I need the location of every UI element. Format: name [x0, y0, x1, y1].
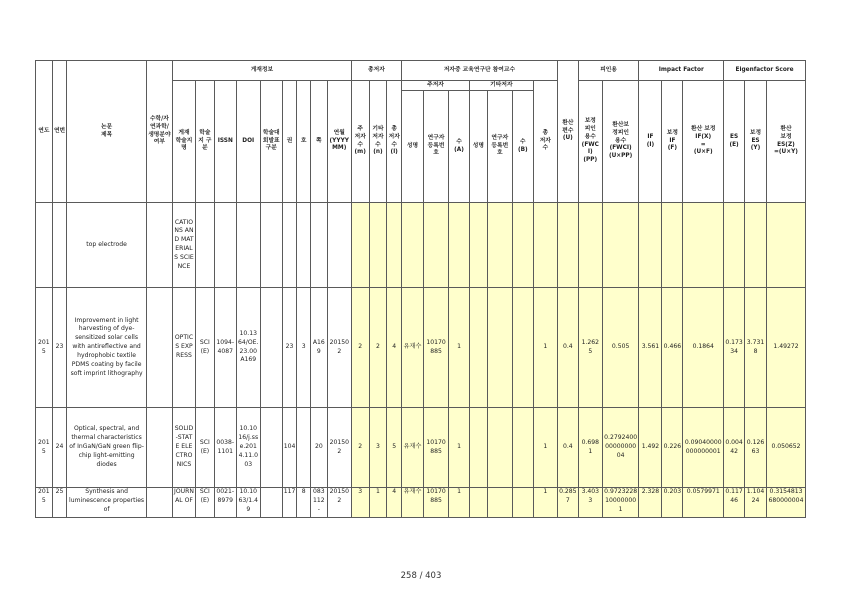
cell-name1 [402, 203, 424, 288]
cell-es: 0.17334 [724, 288, 745, 408]
cell-fwci [578, 203, 602, 288]
col-adj-es: 보정 ES (Y) [745, 81, 767, 203]
cell-fwci: 1.2625 [578, 288, 602, 408]
col-name1: 성명 [402, 91, 424, 203]
cell-u: 0.2857 [557, 488, 578, 518]
cell-page [310, 203, 327, 288]
cell-adj_es: 1.10424 [745, 488, 767, 518]
col-converted: 환산 편수 (U) [557, 61, 578, 203]
cell-issn: 0038-1101 [214, 408, 236, 488]
cell-m: 3 [351, 488, 369, 518]
cell-issue [297, 203, 311, 288]
cell-name1: 유재수 [402, 288, 424, 408]
cell-b [512, 203, 533, 288]
cell-issue: 8 [297, 488, 311, 518]
group-other-author: 기타저자 [469, 81, 533, 91]
cell-conv_if: 0.0579971 [683, 488, 724, 518]
cell-es [724, 203, 745, 288]
cell-no: 25 [52, 488, 67, 518]
cell-journal: OPTICS EXPRESS [172, 288, 195, 408]
cell-a: 1 [449, 488, 470, 518]
cell-if: 2.328 [639, 488, 662, 518]
cell-u: 0.4 [557, 408, 578, 488]
cell-category [195, 203, 214, 288]
cell-b [512, 488, 533, 518]
cell-year: 2015 [36, 488, 53, 518]
cell-conv_if: 0.09040000000000001 [683, 408, 724, 488]
cell-date [327, 203, 351, 288]
cell-tot: 1 [533, 288, 557, 408]
col-vol: 권 [282, 81, 297, 203]
cell-adj_es: 0.12663 [745, 408, 767, 488]
cell-date: 201502 [327, 408, 351, 488]
cell-db [260, 488, 282, 518]
col-es: ES (E) [724, 81, 745, 203]
cell-fwci: 0.6981 [578, 408, 602, 488]
col-issue: 호 [297, 81, 311, 203]
cell-title: Improvement in light harvesting of dye-sensitized solar cells with antireflective and hydrophobic textile PDMS coating by facile soft imprint lithography [67, 288, 146, 408]
cell-conv_es: 0.050652 [767, 408, 806, 488]
cell-conv_fwci: 0.505 [602, 288, 639, 408]
cell-conv_es: 0.3154813680000004 [767, 488, 806, 518]
cell-regno2 [487, 288, 512, 408]
cell-b [512, 408, 533, 488]
cell-issn: 0021-8979 [214, 488, 236, 518]
cell-journal: SOLID-STATE ELECTRONICS [172, 408, 195, 488]
cell-m: 2 [351, 408, 369, 488]
col-regno1: 연구자 등록번 호 [423, 91, 448, 203]
cell-es: 0.11746 [724, 488, 745, 518]
cell-conv_es: 1.49272 [767, 288, 806, 408]
col-name2: 성명 [469, 91, 487, 203]
col-math: 수학/자연과학/생명분야여부 [146, 61, 172, 203]
cell-tot: 1 [533, 408, 557, 488]
cell-page: A169 [310, 288, 327, 408]
cell-math [146, 408, 172, 488]
cell-title: Optical, spectral, and thermal characteristics of InGaN/GaN green flip-chip light-emitting diodes [67, 408, 146, 488]
cell-l: 4 [387, 288, 402, 408]
cell-name1: 유재수 [402, 488, 424, 518]
cell-regno2 [487, 203, 512, 288]
cell-math [146, 288, 172, 408]
cell-name1: 유재수 [402, 408, 424, 488]
cell-l [387, 203, 402, 288]
cell-doi: 10.1063/1.49 [236, 488, 260, 518]
cell-category: SCI(E) [195, 488, 214, 518]
table-row [36, 203, 806, 288]
col-fwci: 보정 피인 용수 (FWC I) (PP) [578, 81, 602, 203]
cell-regno1: 10170885 [423, 288, 448, 408]
cell-regno2 [487, 488, 512, 518]
cell-adj_if: 0.466 [662, 288, 683, 408]
cell-year [36, 203, 53, 288]
cell-a [449, 203, 470, 288]
cell-journal: JOURNAL OF [172, 488, 195, 518]
group-main-author: 주저자 [402, 81, 470, 91]
cell-conv_es [767, 203, 806, 288]
cell-vol: 23 [282, 288, 297, 408]
col-adj-if: 보정 IF (F) [662, 81, 683, 203]
col-count-a: 수 (A) [449, 91, 470, 203]
cell-page: 20 [310, 408, 327, 488]
cell-n: 3 [369, 408, 387, 488]
cell-a: 1 [449, 408, 470, 488]
cell-db [260, 203, 282, 288]
cell-db [260, 408, 282, 488]
col-year: 연도 [36, 61, 53, 203]
col-if: IF (I) [639, 81, 662, 203]
cell-adj_if [662, 203, 683, 288]
cell-regno1: 10170885 [423, 488, 448, 518]
group-pubinfo: 게재정보 [172, 61, 351, 81]
col-page: 쪽 [310, 81, 327, 203]
cell-year: 2015 [36, 288, 53, 408]
cell-title: Synthesis and luminescence properties of [67, 488, 146, 518]
col-issn: ISSN [214, 81, 236, 203]
cell-name2 [469, 408, 487, 488]
cell-l: 4 [387, 488, 402, 518]
col-doi: DOI [236, 81, 260, 203]
cell-u: 0.4 [557, 288, 578, 408]
col-db: 학술대 회발표 구분 [260, 81, 282, 203]
cell-issue: 3 [297, 288, 311, 408]
cell-if: 3.561 [639, 288, 662, 408]
table-row [36, 488, 806, 518]
col-date: 연월 (YYYY MM) [327, 81, 351, 203]
group-if: Impact Factor [639, 61, 724, 81]
cell-name2 [469, 488, 487, 518]
cell-math [146, 203, 172, 288]
col-count-b: 수 (B) [512, 91, 533, 203]
cell-page: 083112- [310, 488, 327, 518]
page-number: 258 / 403 [400, 571, 442, 581]
col-conv-es: 환산 보정 ES(Z) =(U×Y) [767, 81, 806, 203]
col-other-n: 기타 저자 수 (n) [369, 81, 387, 203]
col-total-n: 총 저자 수 (l) [387, 81, 402, 203]
group-authors: 총저자 [351, 61, 401, 81]
cell-l: 5 [387, 408, 402, 488]
cell-tot [533, 203, 557, 288]
cell-conv_if [683, 203, 724, 288]
cell-a: 1 [449, 288, 470, 408]
cell-if [639, 203, 662, 288]
col-category: 학술 지 구 분 [195, 81, 214, 203]
col-title: 논문 제목 [67, 61, 146, 203]
cell-adj_es: 3.7318 [745, 288, 767, 408]
cell-es: 0.00442 [724, 408, 745, 488]
table-row [36, 288, 806, 408]
cell-no: 23 [52, 288, 67, 408]
cell-vol: 117 [282, 488, 297, 518]
cell-adj_if: 0.203 [662, 488, 683, 518]
cell-category: SCI(E) [195, 408, 214, 488]
cell-fwci: 3.4033 [578, 488, 602, 518]
cell-math [146, 488, 172, 518]
cell-conv_if: 0.1864 [683, 288, 724, 408]
group-citation: 피인용 [578, 61, 639, 81]
cell-issue [297, 408, 311, 488]
col-main-n: 주 저자 수 (m) [351, 81, 369, 203]
cell-doi [236, 203, 260, 288]
cell-conv_fwci: 0.27924000000000004 [602, 408, 639, 488]
cell-year: 2015 [36, 408, 53, 488]
cell-if: 1.492 [639, 408, 662, 488]
cell-date: 201502 [327, 488, 351, 518]
cell-no [52, 203, 67, 288]
cell-category: SCI(E) [195, 288, 214, 408]
cell-conv_fwci [602, 203, 639, 288]
col-journal: 게재 학술지 명 [172, 81, 195, 203]
col-no: 연번 [52, 61, 67, 203]
col-conv-fwci: 환산보 정피인 용수 (FWCI) (U×PP) [602, 81, 639, 203]
cell-u [557, 203, 578, 288]
cell-n: 2 [369, 288, 387, 408]
cell-adj_if: 0.226 [662, 408, 683, 488]
cell-date: 201502 [327, 288, 351, 408]
cell-regno1 [423, 203, 448, 288]
group-faculty: 저자중 교육연구단 참여교수 [402, 61, 558, 81]
cell-m: 2 [351, 288, 369, 408]
cell-n: 1 [369, 488, 387, 518]
col-conv-if: 환산 보정 IF(X) = (U×F) [683, 81, 724, 203]
paper-table [35, 60, 806, 518]
cell-issn: 1094-4087 [214, 288, 236, 408]
cell-vol: 104 [282, 408, 297, 488]
cell-no: 24 [52, 408, 67, 488]
cell-adj_es [745, 203, 767, 288]
cell-vol [282, 203, 297, 288]
cell-b [512, 288, 533, 408]
group-es: Eigenfactor Score [724, 61, 806, 81]
cell-doi: 10.1016/j.sse.2014.11.003 [236, 408, 260, 488]
cell-doi: 10.1364/OE.23.00A169 [236, 288, 260, 408]
cell-conv_fwci: 0.9723228100000001 [602, 488, 639, 518]
cell-regno2 [487, 408, 512, 488]
cell-journal: CATIONS AND MATERIALS SCIENCE [172, 203, 195, 288]
cell-m [351, 203, 369, 288]
cell-name2 [469, 203, 487, 288]
col-regno2: 연구자 등록번 호 [487, 91, 512, 203]
cell-name2 [469, 288, 487, 408]
cell-tot: 1 [533, 488, 557, 518]
cell-db [260, 288, 282, 408]
cell-n [369, 203, 387, 288]
cell-issn [214, 203, 236, 288]
cell-regno1: 10170885 [423, 408, 448, 488]
cell-title: top electrode [67, 203, 146, 288]
col-total-authors: 총 저자 수 [533, 81, 557, 203]
table-row [36, 408, 806, 488]
